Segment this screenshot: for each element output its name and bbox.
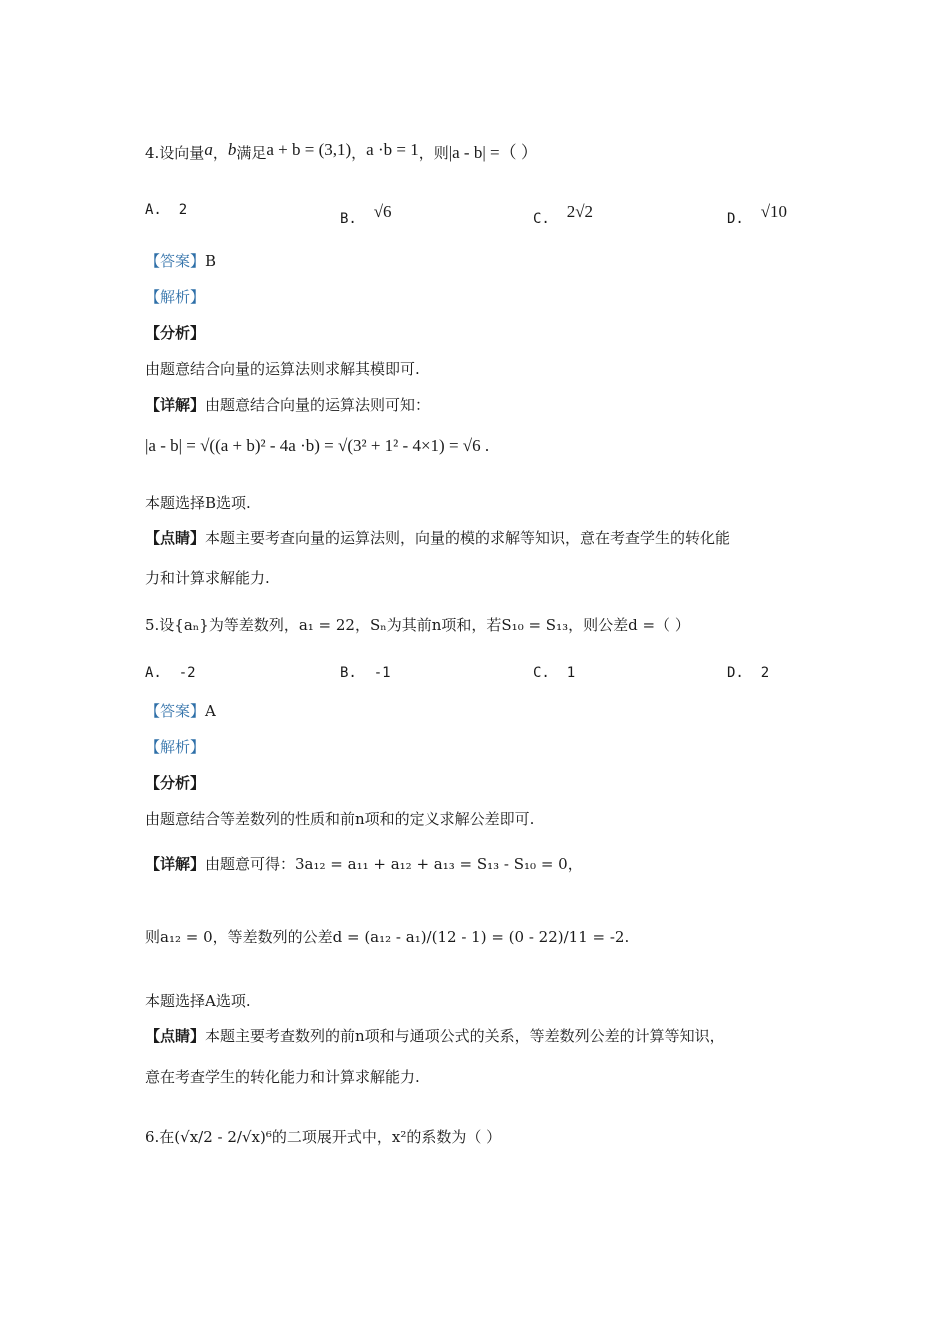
q4-option-b: B. √6 xyxy=(340,202,392,227)
q4-dianjing: 【点睛】本题主要考查向量的运算法则，向量的模的求解等知识，意在考查学生的转化能 xyxy=(145,529,731,547)
q4-choose: 本题选择B选项. xyxy=(145,494,251,512)
q5-option-c: C. 1 xyxy=(533,665,576,681)
q4-fenxi-text: 由题意结合向量的运算法则求解其模即可. xyxy=(145,360,420,378)
q5-analysis-tag: 【解析】 xyxy=(145,738,206,756)
q4-answer: 【答案】B xyxy=(145,252,217,270)
q5-fenxi-text: 由题意结合等差数列的性质和前n项和的定义求解公差即可. xyxy=(145,810,535,828)
q4-dianjing-line2: 力和计算求解能力. xyxy=(145,569,270,587)
q5-option-b: B. -1 xyxy=(340,665,391,681)
q4-stem: 4.设向量a，b满足a + b = (3,1)，a ·b = 1，则|a - b| =（ ） xyxy=(145,140,538,162)
q5-choose: 本题选择A选项. xyxy=(145,992,251,1010)
q4-fenxi-tag: 【分析】 xyxy=(145,324,206,342)
q4-option-c: C. 2√2 xyxy=(533,202,594,227)
q5-dianjing-line2: 意在考查学生的转化能力和计算求解能力. xyxy=(145,1068,420,1086)
q4-formula: |a - b| = √((a + b)² - 4a ·b) = √(3² + 1² - 4×1) = √6 . xyxy=(145,436,490,455)
q5-detail2: 则a₁₂ = 0，等差数列的公差d = (a₁₂ - a₁)/(12 - 1) = (0 - 22)/11 = -2. xyxy=(145,928,630,946)
q5-fenxi-tag: 【分析】 xyxy=(145,774,206,792)
q4-option-d: D. √10 xyxy=(727,202,788,227)
q5-stem: 5.设{aₙ}为等差数列，a₁ = 22，Sₙ为其前n项和，若S₁₀ = S₁₃，则公差d =（ ） xyxy=(145,616,690,634)
q5-dianjing: 【点睛】本题主要考查数列的前n项和与通项公式的关系，等差数列公差的计算等知识， xyxy=(145,1027,725,1045)
q5-option-d: D. 2 xyxy=(727,665,770,681)
q4-option-a: A. 2 xyxy=(145,202,188,218)
q5-detail: 【详解】由题意可得：3a₁₂ = a₁₁ + a₁₂ + a₁₃ = S₁₃ - S₁₀ = 0， xyxy=(145,855,583,873)
q6-stem: 6.在(√x/2 - 2/√x)⁶的二项展开式中，x²的系数为（ ） xyxy=(145,1128,502,1146)
q5-option-a: A. -2 xyxy=(145,665,196,681)
q4-analysis-tag: 【解析】 xyxy=(145,288,206,306)
q4-detail: 【详解】由题意结合向量的运算法则可知： xyxy=(145,396,431,414)
q5-answer: 【答案】A xyxy=(145,702,216,720)
